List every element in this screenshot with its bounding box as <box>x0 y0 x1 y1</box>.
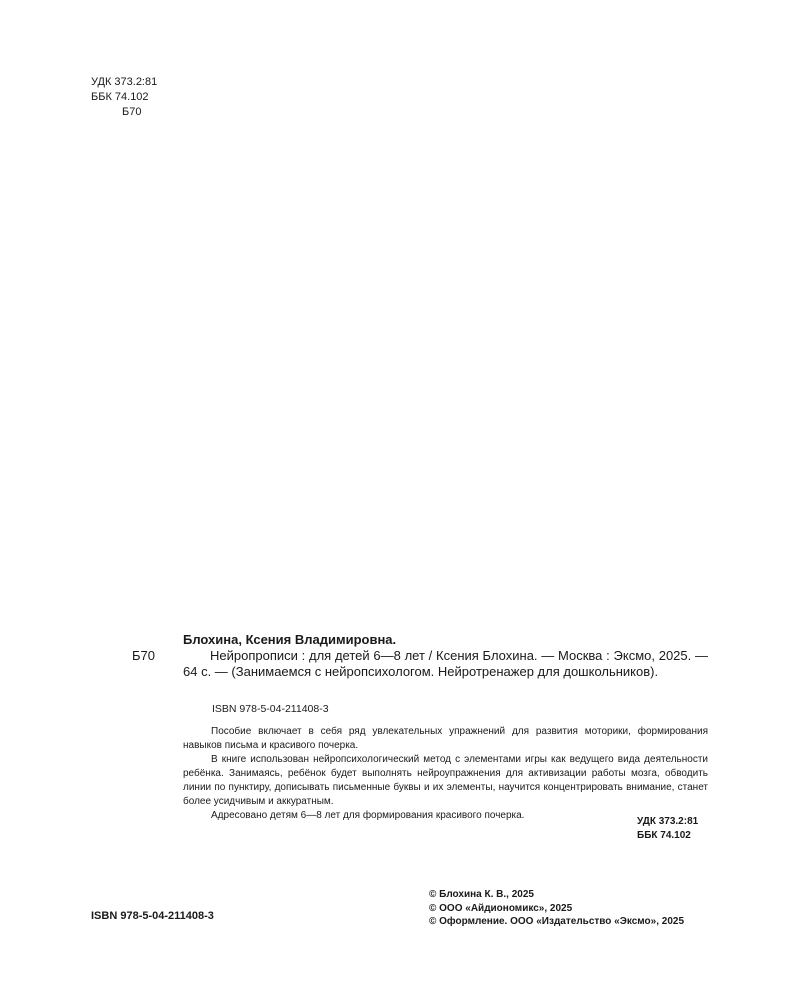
description-text: Нейропрописи : для детей 6—8 лет / Ксения Блохина. — Москва : Эксмо, 2025. — 64 с. — (Занимаемся с нейропсихологом. Нейротренажер для дошкольников). <box>183 648 708 679</box>
card-udk: УДК 373.2:81 <box>637 816 699 827</box>
copyright-line: © Блохина К. В., 2025 <box>429 889 534 900</box>
copyright-line: © ООО «Айдиономикс», 2025 <box>429 902 573 914</box>
card-bbk: ББК 74.102 <box>637 830 691 841</box>
copyright-block <box>429 888 684 929</box>
annotation-paragraph: Пособие включает в себя ряд увлекательных упражнений для развития моторики, формирования навыков письма и красивого почерка. <box>183 726 708 751</box>
udk-code: УДК 373.2:81 <box>91 76 158 88</box>
top-classification-codes <box>91 75 157 120</box>
card-classification-codes <box>637 815 698 843</box>
bbk-code: ББК 74.102 <box>91 91 149 103</box>
bibliographic-description <box>183 648 708 680</box>
copyright-line: © Оформление. ООО «Издательство «Эксмо», 2025 <box>429 916 685 927</box>
annotation-paragraph: Адресовано детям 6—8 лет для формирования красивого почерка. <box>211 810 525 821</box>
card-author-mark: Б70 <box>132 648 155 663</box>
card-isbn: ISBN 978-5-04-211408-3 <box>212 703 329 715</box>
author-name: Блохина, Ксения Владимировна. <box>183 632 397 647</box>
author-mark: Б70 <box>122 106 142 118</box>
annotation-paragraph: В книге использован нейропсихологический метод с элементами игры как ведущего вида деятельности ребёнка. Занимаясь, ребёнок будет выполнять нейроупражнения для активизации работы мозга, обводить линии по пунктиру, дописывать письменные буквы и их элементы, научится концентрировать внимание, станет более усидчивым и аккуратным. <box>183 754 708 807</box>
annotation <box>183 725 708 823</box>
footer-isbn: ISBN 978-5-04-211408-3 <box>91 910 214 922</box>
